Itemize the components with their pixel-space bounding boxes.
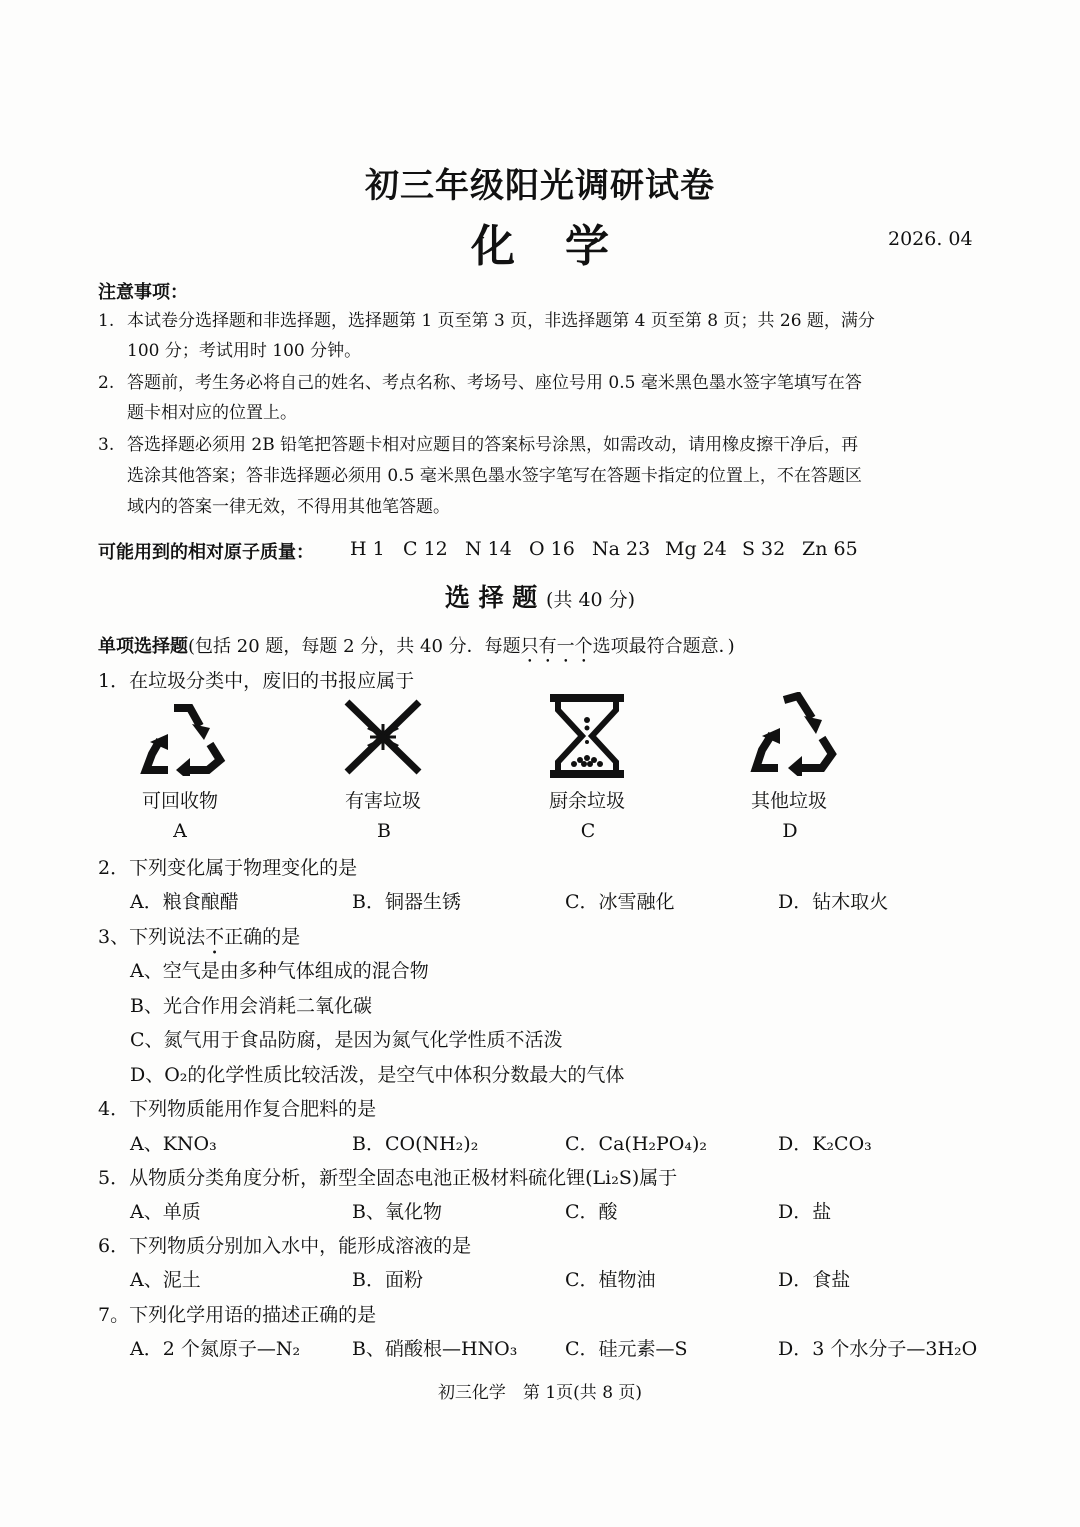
note-3-number: 3. xyxy=(98,435,115,455)
section-title xyxy=(0,578,1080,614)
instruction-part-a: (包括 20 题，每题 2 分，共 40 分．每题 xyxy=(188,636,521,657)
q6-stem: 6．下列物质分别加入水中，能形成溶液的是 xyxy=(98,1235,472,1257)
q1-option-c-caption: 厨余垃圾 xyxy=(548,790,625,812)
atomic-mass-s: S 32 xyxy=(742,538,786,560)
section-instruction xyxy=(98,632,735,667)
q3-stem-part-a: 3、下列说法 xyxy=(98,926,206,948)
q5-option-b: B、氧化物 xyxy=(352,1201,442,1223)
atomic-mass-zn: Zn 65 xyxy=(802,538,858,560)
q3-option-b: B、光合作用会消耗二氧化碳 xyxy=(130,995,372,1017)
q4-stem: 4．下列物质能用作复合肥料的是 xyxy=(98,1098,377,1120)
instruction-emphasis: 只有一个 xyxy=(520,636,593,657)
note-1-line-2: 100 分；考试用时 100 分钟。 xyxy=(127,341,362,361)
recyclable-icon xyxy=(138,698,226,776)
note-3-line-1: 答选择题必须用 2B 铅笔把答题卡相对应题目的答案标号涂黑，如需改动，请用橡皮擦干净后，再 xyxy=(127,435,859,455)
page-footer: 初三化学 第 1页(共 8 页) xyxy=(437,1383,643,1403)
q7-option-d: D．3 个水分子—3H₂O xyxy=(778,1338,978,1360)
q5-option-a: A、单质 xyxy=(130,1201,201,1223)
q6-option-a: A、泥土 xyxy=(130,1269,201,1291)
q1-option-c-letter: C xyxy=(580,820,596,842)
q4-option-b: B．CO(NH₂)₂ xyxy=(352,1133,479,1155)
q3-option-c: C、氮气用于食品防腐，是因为氮气化学性质不活泼 xyxy=(130,1029,563,1051)
q6-option-b: B．面粉 xyxy=(352,1269,423,1291)
q7-option-c: C．硅元素—S xyxy=(565,1338,688,1360)
note-2-line-1: 答题前，考生务必将自己的姓名、考点名称、考场号、座位号用 0.5 毫米黑色墨水签字笔填写在答 xyxy=(127,373,862,393)
hazardous-waste-icon xyxy=(343,698,423,776)
q2-stem: 2．下列变化属于物理变化的是 xyxy=(98,857,358,879)
q7-option-b: B、硝酸根—HNO₃ xyxy=(352,1338,518,1360)
q1-option-a-letter: A xyxy=(173,820,187,842)
q2-option-a: A．粮食酿醋 xyxy=(130,891,239,913)
note-2-number: 2. xyxy=(98,373,115,393)
notes-heading: 注意事项： xyxy=(98,282,188,303)
exam-date: 2026. 04 xyxy=(888,228,973,250)
kitchen-waste-icon xyxy=(550,694,624,778)
q5-stem: 5．从物质分类角度分析，新型全固态电池正极材料硫化锂(Li₂S)属于 xyxy=(98,1167,678,1189)
subject-title: 化学 xyxy=(471,221,659,272)
q4-option-a: A、KNO₃ xyxy=(130,1133,217,1155)
q1-option-d-letter: D xyxy=(782,820,798,842)
atomic-mass-mg: Mg 24 xyxy=(665,538,727,560)
atomic-mass-n: N 14 xyxy=(465,538,512,560)
q4-option-c: C．Ca(H₂PO₄)₂ xyxy=(565,1133,708,1155)
q4-option-d: D．K₂CO₃ xyxy=(778,1133,872,1155)
q1-option-b-letter: B xyxy=(377,820,391,842)
q3-stem xyxy=(98,922,300,959)
note-1-line-1: 本试卷分选择题和非选择题，选择题第 1 页至第 3 页，非选择题第 4 页至第 8 页；共 26 题，满分 xyxy=(127,311,875,331)
instruction-part-b: 选项最符合题意．) xyxy=(592,636,735,657)
q7-stem: 7。下列化学用语的描述正确的是 xyxy=(98,1304,377,1326)
section-title-text: 选 择 题 xyxy=(444,583,538,612)
note-3-line-3: 域内的答案一律无效，不得用其他笔答题。 xyxy=(127,497,450,517)
atomic-mass-label: 可能用到的相对原子质量： xyxy=(98,542,314,563)
q2-option-d: D．钻木取火 xyxy=(778,891,889,913)
instruction-prefix: 单项选择题 xyxy=(98,636,188,657)
q1-option-b-caption: 有害垃圾 xyxy=(344,790,421,812)
section-points: (共 40 分) xyxy=(546,589,636,611)
note-1-number: 1. xyxy=(98,311,115,331)
q2-option-c: C．冰雪融化 xyxy=(565,891,675,913)
atomic-mass-h: H 1 xyxy=(350,538,385,560)
atomic-mass-o: O 16 xyxy=(529,538,575,560)
q5-option-c: C．酸 xyxy=(565,1201,618,1223)
note-2-line-2: 题卡相对应的位置上。 xyxy=(127,403,297,423)
q6-option-c: C．植物油 xyxy=(565,1269,656,1291)
q3-option-a: A、空气是由多种气体组成的混合物 xyxy=(130,960,429,982)
q1-stem: 1．在垃圾分类中，废旧的书报应属于 xyxy=(98,670,415,692)
other-waste-icon xyxy=(748,692,838,776)
q3-stem-emphasis: 不 xyxy=(205,926,225,948)
q2-option-b: B．铜器生锈 xyxy=(352,891,461,913)
q6-option-d: D．食盐 xyxy=(778,1269,851,1291)
note-3-line-2: 选涂其他答案；答非选择题必须用 0.5 毫米黑色墨水签字笔写在答题卡指定的位置上，不在答题区 xyxy=(127,466,862,486)
q5-option-d: D．盐 xyxy=(778,1201,832,1223)
q3-stem-part-b: 正确的是 xyxy=(224,926,301,948)
atomic-mass-na: Na 23 xyxy=(592,538,651,560)
exam-title: 初三年级阳光调研试卷 xyxy=(365,166,715,206)
q7-option-a: A．2 个氮原子—N₂ xyxy=(130,1338,301,1360)
q3-option-d: D、O₂的化学性质比较活泼，是空气中体积分数最大的气体 xyxy=(130,1064,625,1086)
q1-option-d-caption: 其他垃圾 xyxy=(750,790,827,812)
q1-option-a-caption: 可回收物 xyxy=(141,790,218,812)
atomic-mass-c: C 12 xyxy=(403,538,448,560)
